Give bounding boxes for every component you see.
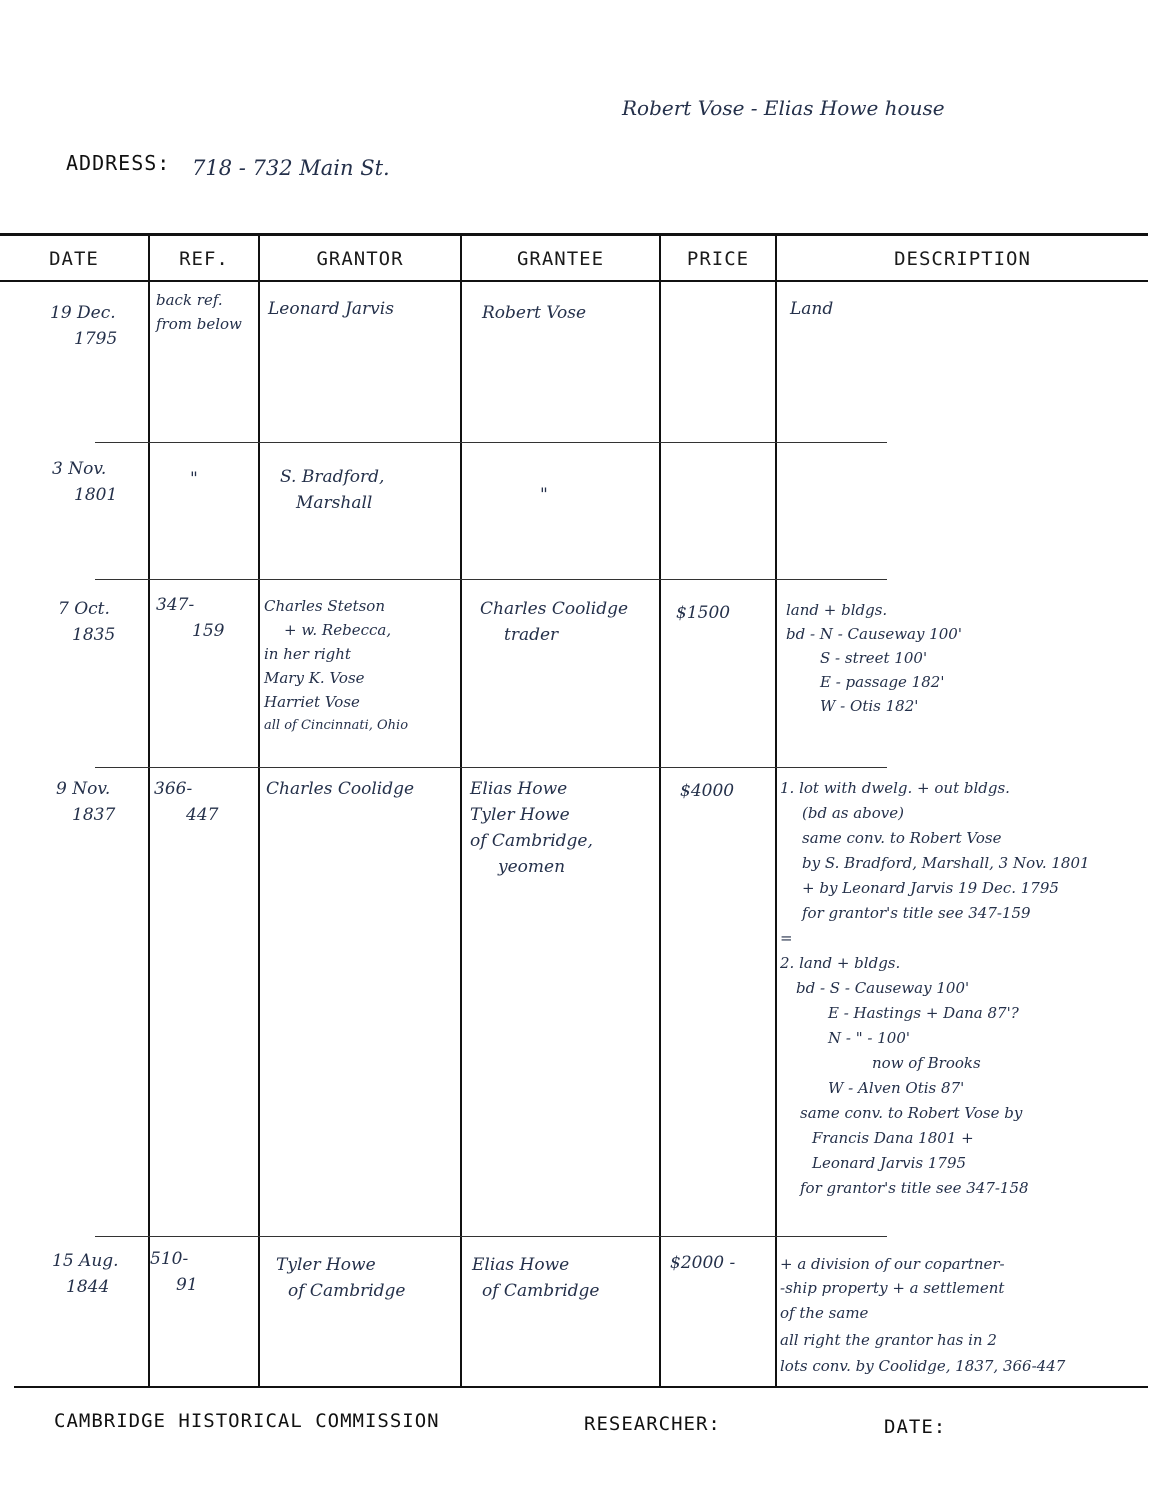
description-cell: land + bldgs.	[786, 601, 888, 619]
row-separator	[95, 442, 887, 443]
table-row: 19 Dec. 1795	[50, 300, 117, 352]
col-divider-4	[659, 233, 661, 1388]
col-header-description: DESCRIPTION	[894, 248, 1031, 270]
grantor-cell: Charles Stetson	[264, 597, 385, 615]
col-header-ref: REF.	[179, 248, 229, 270]
col-header-grantee: GRANTEE	[516, 248, 605, 270]
table-row: 9 Nov. 1837	[56, 776, 115, 828]
row-separator	[95, 1236, 887, 1237]
col-divider-5	[775, 233, 777, 1388]
footer-org: CAMBRIDGE HISTORICAL COMMISSION	[54, 1410, 440, 1432]
col-divider-3	[460, 233, 462, 1388]
address-value: 718 - 732 Main St.	[192, 156, 390, 180]
header-bottom-rule	[0, 280, 1148, 282]
grantee-cell: Elias Howe	[470, 779, 568, 799]
grantee-cell: Robert Vose	[482, 303, 587, 323]
date-cell: 3 Nov.	[52, 459, 107, 479]
grantee-cell: Charles Coolidge	[480, 599, 629, 619]
grantor-cell: Tyler Howe	[276, 1255, 376, 1275]
ref-cell: "	[190, 469, 198, 489]
price-cell: $4000	[680, 781, 735, 801]
table-row: 3 Nov. 1801	[52, 456, 117, 508]
footer-researcher-label: RESEARCHER:	[584, 1413, 721, 1435]
date-cell: 7 Oct.	[58, 599, 110, 619]
description-cell: Land	[790, 299, 834, 319]
description-cell: + a division of our copartner-	[780, 1255, 1005, 1273]
col-divider-2	[258, 233, 260, 1388]
grantor-cell: Charles Coolidge	[266, 779, 415, 799]
table-bottom-rule	[14, 1386, 1148, 1388]
grantor-cell: S. Bradford,	[280, 467, 385, 487]
row-separator	[95, 767, 887, 768]
date-cell: 15 Aug.	[52, 1251, 119, 1271]
header-note: Robert Vose - Elias Howe house	[622, 96, 945, 120]
grantee-cell: Elias Howe	[472, 1255, 570, 1275]
col-header-date: DATE	[49, 248, 99, 270]
table-top-rule	[0, 233, 1148, 236]
ref-cell: 510-	[150, 1249, 189, 1269]
footer-date-label: DATE:	[884, 1416, 947, 1438]
grantee-cell: "	[540, 485, 548, 505]
table-row: 15 Aug. 1844	[52, 1248, 119, 1300]
grantor-cell: Leonard Jarvis	[268, 299, 394, 319]
table-row: 7 Oct. 1835	[58, 596, 115, 648]
price-cell: $2000 -	[670, 1253, 736, 1273]
date-cell: 19 Dec.	[50, 303, 116, 323]
price-cell: $1500	[676, 603, 731, 623]
ref-cell: 366-	[154, 779, 193, 799]
ref-cell: back ref.	[156, 291, 223, 309]
date-cell: 9 Nov.	[56, 779, 111, 799]
col-header-grantor: GRANTOR	[316, 248, 404, 270]
ref-cell: 347-	[156, 595, 195, 615]
description-cell: 1. lot with dwelg. + out bldgs.	[780, 779, 1010, 797]
row-separator	[95, 579, 887, 580]
address-label: ADDRESS:	[66, 151, 171, 175]
col-divider-1	[148, 233, 150, 1388]
col-header-price: PRICE	[686, 248, 750, 270]
